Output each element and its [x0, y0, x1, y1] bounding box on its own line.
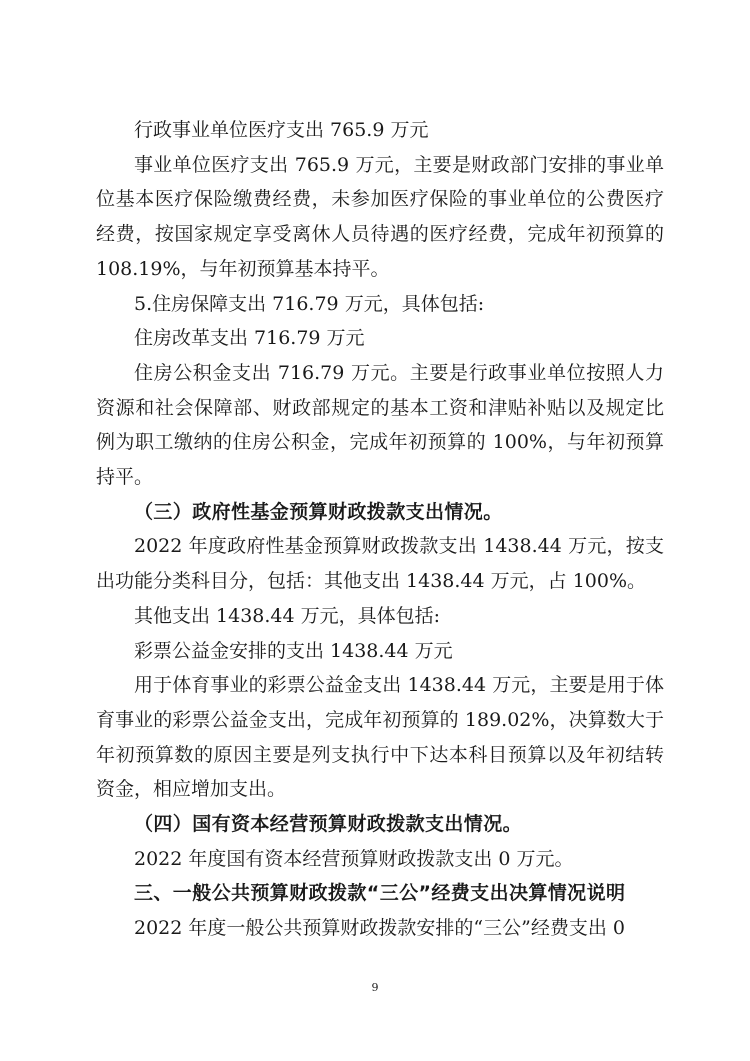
document-body — [96, 113, 664, 946]
paragraph-lottery-fund: 彩票公益金安排的支出 1438.44 万元 — [134, 639, 453, 662]
paragraph-medical-institution: 事业单位医疗支出 765.9 万元，主要是财政部门安排的事业单位基本医疗保险缴费经费，未参加医疗保险的事业单位的公费医疗经费，按国家规定享受离休人员待遇的医疗经费，完成年初预算的 108.19%，与年初预算基本持平。 — [96, 153, 664, 280]
paragraph-other-expense: 其他支出 1438.44 万元，具体包括: — [134, 604, 441, 627]
paragraph-state-capital-total: 2022 年度国有资本经营预算财政拨款支出 0 万元。 — [134, 847, 574, 870]
paragraph-housing-total: 5.住房保障支出 716.79 万元，具体包括: — [134, 292, 485, 315]
section-heading-gov-fund: （三）政府性基金预算财政拨款支出情况。 — [134, 500, 503, 523]
section-heading-three-public: 三、一般公共预算财政拨款“三公”经费支出决算情况说明 — [134, 882, 626, 905]
paragraph-housing-reform: 住房改革支出 716.79 万元 — [134, 327, 365, 350]
section-heading-state-capital: （四）国有资本经营预算财政拨款支出情况。 — [134, 813, 523, 836]
paragraph-housing-fund: 住房公积金支出 716.79 万元。主要是行政事业单位按照人力资源和社会保障部、财政部规定的基本工资和津贴补贴以及规定比例为职工缴纳的住房公积金，完成年初预算的 100%，与年初预算持平。 — [96, 361, 664, 489]
paragraph-medical-admin: 行政事业单位医疗支出 765.9 万元 — [134, 119, 429, 141]
paragraph-three-public-total: 2022 年度一般公共预算财政拨款安排的“三公”经费支出 0 — [134, 917, 625, 940]
paragraph-sports-lottery: 用于体育事业的彩票公益金支出 1438.44 万元，主要是用于体育事业的彩票公益金支出，完成年初预算的 189.02%，决算数大于年初预算数的原因主要是列支执行中下达本科目预算以及年初结转资金，相应增加支出。 — [96, 674, 664, 801]
paragraph-gov-fund-total: 2022 年度政府性基金预算财政拨款支出 1438.44 万元，按支出功能分类科目分，包括：其他支出 1438.44 万元，占 100%。 — [96, 535, 664, 593]
page-number: 9 — [371, 981, 379, 994]
